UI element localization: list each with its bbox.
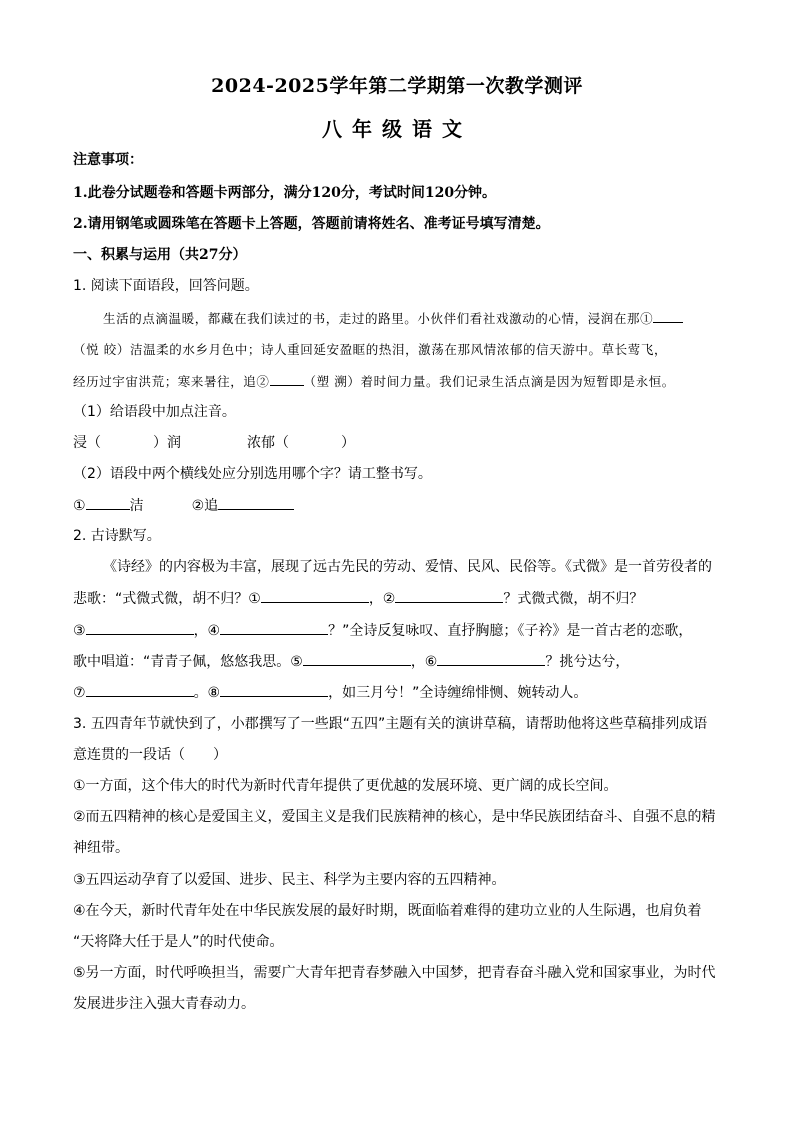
passage-line-1 (103, 308, 724, 329)
answer-blank[interactable] (395, 588, 503, 603)
exam-subject: 八年级语文 (322, 117, 472, 141)
answer-blank[interactable] (270, 371, 304, 386)
poetry-text: ，④ (193, 623, 221, 639)
option-2-line-2: 神纽带。 (73, 840, 129, 856)
pinyin-label: ） (341, 435, 355, 451)
poetry-line-4 (73, 651, 724, 672)
question-1-sub-1: （1）给语段中加点注音。 (73, 404, 236, 420)
poetry-text: ③ (73, 623, 86, 639)
option-5-line-1: ⑤另一方面，时代呼唤担当，需要广大青年把青春梦融入中国梦，把青春奋斗融入党和国家事业，为时代 (73, 965, 716, 981)
passage-text: （塑 溯）着时间力量。我们记录生活点滴是因为短暂即是永恒。 (303, 374, 675, 389)
pinyin-row (73, 433, 724, 453)
answer-blank[interactable] (261, 588, 369, 603)
question-1-stem: 1. 阅读下面语段，回答问题。 (73, 278, 259, 294)
passage-text: 经历过宇宙洪荒；寒来暑往，追② (73, 374, 270, 389)
option-3: ③五四运动孕育了以爱国、进步、民主、科学为主要内容的五四精神。 (73, 872, 506, 888)
option-1: ①一方面，这个伟大的时代为新时代青年提供了更优越的发展环境、更广阔的成长空间。 (73, 778, 618, 794)
poetry-text: 歌中唱道：“青青子佩，悠悠我思。⑤ (73, 654, 303, 670)
exam-title: 2024-2025学年第二学期第一次教学测评 (211, 75, 583, 97)
passage-text: 生活的点滴温暖，都藏在我们读过的书，走过的路里。小伙伴们看社戏激动的心情，浸润在那① (103, 311, 654, 326)
poetry-text: ⑦ (73, 685, 86, 701)
answer-blank[interactable] (303, 651, 411, 666)
option-4-line-2: “天将降大任于是人”的时代使命。 (73, 934, 284, 950)
question-3-stem-line-1: 3. 五四青年节就快到了，小郡撰写了一些跟“五四”主题有关的演讲草稿，请帮助他将这些草稿排列成语 (73, 716, 708, 732)
question-1-sub-2: （2）语段中两个横线处应分别选用哪个字？请工整书写。 (73, 466, 432, 482)
poetry-line-1: 《诗经》的内容极为丰富，展现了远古先民的劳动、爱情、民风、民俗等。《式微》是一首劳役者的 (103, 559, 712, 575)
answer-blank[interactable] (220, 620, 328, 635)
answer-blank[interactable] (86, 682, 194, 697)
answer-blank[interactable] (437, 651, 545, 666)
answer-blank[interactable] (653, 308, 683, 323)
poetry-text: ，② (368, 591, 396, 607)
answer-label: ① (73, 498, 86, 514)
passage-line-3 (73, 371, 724, 392)
answer-label: ②追 (191, 498, 219, 514)
answer-blank[interactable] (86, 620, 194, 635)
answer-label: 洁 (129, 498, 144, 514)
option-2-line-1: ②而五四精神的核心是爱国主义，爱国主义是我们民族精神的核心，是中华民族团结奋斗、自强不息的精 (73, 809, 716, 825)
poetry-text: 。⑧ (193, 685, 221, 701)
answer-blank[interactable] (86, 495, 130, 510)
poetry-line-3 (73, 620, 724, 641)
poetry-text: ，如三月兮！”全诗缠绵悱恻、婉转动人。 (328, 685, 588, 701)
section-1-heading: 一、积累与运用（共27分） (73, 247, 247, 263)
question-3-stem-line-2: 意连贯的一段话（ ） (73, 747, 227, 763)
poetry-line-5 (73, 682, 724, 703)
poetry-text: 悲歌：“式微式微，胡不归？① (73, 591, 261, 607)
pinyin-label: ）润 (153, 435, 181, 451)
poetry-line-2 (73, 588, 724, 609)
notice-item-1: 1.此卷分试题卷和答题卡两部分，满分120分，考试时间120分钟。 (73, 185, 497, 201)
poetry-text: ，⑥ (410, 654, 438, 670)
question-2-stem: 2. 古诗默写。 (73, 528, 161, 544)
notice-heading: 注意事项： (73, 152, 143, 168)
answer-row (73, 495, 724, 516)
poetry-text: ？式微式微，胡不归？ (503, 591, 644, 607)
poetry-text: ？挑兮达兮， (545, 654, 630, 670)
pinyin-label: 浓郁（ (247, 435, 289, 451)
option-5-line-2: 发展进步注入强大青春动力。 (73, 996, 255, 1012)
notice-item-2: 2.请用钢笔或圆珠笔在答题卡上答题，答题前请将姓名、准考证号填写清楚。 (73, 216, 550, 232)
pinyin-label: 浸（ (73, 435, 101, 451)
answer-blank[interactable] (220, 682, 328, 697)
passage-line-2: （悦 皎）洁温柔的水乡月色中；诗人重回延安盈眶的热泪，激荡在那风情浓郁的信天游中。草长莺飞， (73, 342, 668, 357)
poetry-text: ？”全诗反复咏叹、直抒胸臆；《子衿》是一首古老的恋歌， (328, 623, 693, 639)
option-4-line-1: ④在今天，新时代青年处在中华民族发展的最好时期，既面临着难得的建功立业的人生际遇，也肩负着 (73, 903, 702, 919)
answer-blank[interactable] (218, 495, 294, 510)
